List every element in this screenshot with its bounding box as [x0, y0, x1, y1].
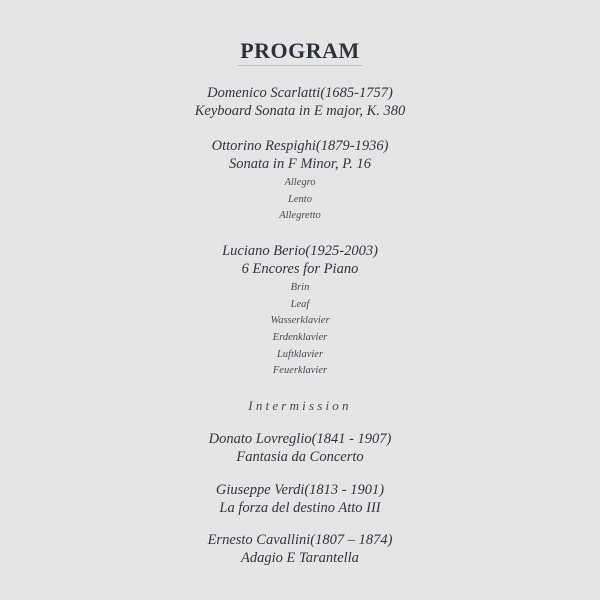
movement-item: Erdenklavier: [272, 332, 328, 343]
piece-title: Keyboard Sonata in E major, K. 380: [194, 103, 406, 119]
composer-name: Domenico Scarlatti(1685-1757): [207, 85, 393, 101]
piece-title: Adagio E Tarantella: [241, 550, 359, 566]
movement-item: Allegro: [284, 177, 316, 188]
movement-item: Luftklavier: [276, 349, 324, 360]
piece-title: Sonata in F Minor, P. 16: [229, 156, 371, 172]
movement-item: Wasserklavier: [270, 315, 330, 326]
composer-name: Luciano Berio(1925-2003): [222, 243, 378, 259]
title-underline: [238, 65, 362, 66]
movement-item: Leaf: [290, 299, 310, 310]
movement-item: Allegretto: [279, 210, 321, 221]
piece-title: 6 Encores for Piano: [241, 261, 359, 277]
intermission-label: Intermission: [248, 398, 352, 413]
program-title: PROGRAM: [240, 38, 360, 63]
composer-name: Giuseppe Verdi(1813 - 1901): [215, 482, 385, 498]
movement-item: Feuerklavier: [272, 365, 328, 376]
composer-name: Ottorino Respighi(1879-1936): [211, 138, 389, 154]
movement-item: Lento: [288, 194, 312, 205]
piece-title: Fantasia da Concerto: [236, 449, 364, 465]
piece-title: La forza del destino Atto III: [219, 500, 381, 516]
composer-name: Donato Lovreglio(1841 - 1907): [208, 431, 392, 447]
movement-item: Brin: [290, 282, 310, 293]
composer-name: Ernesto Cavallini(1807 – 1874): [207, 532, 393, 548]
